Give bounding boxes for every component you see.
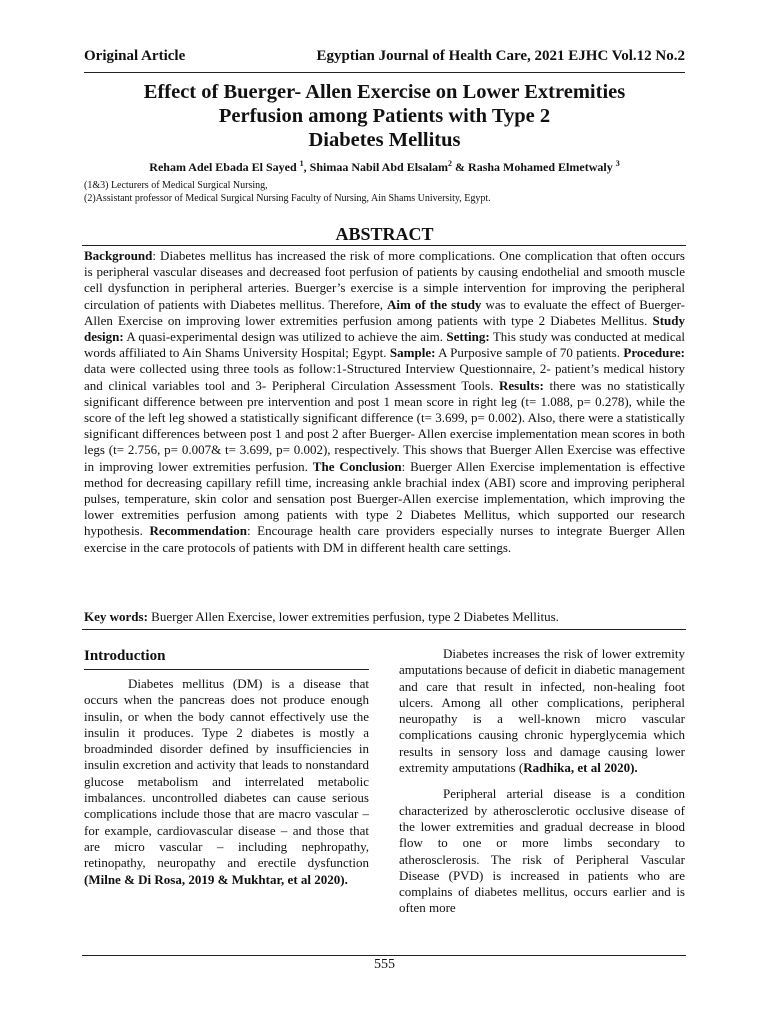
- keywords: [84, 609, 685, 625]
- intro-paragraph-2-text: Diabetes increases the risk of lower extremity amputations because of deficit in diabetic management and care that result in infected, non-healing foot ulcers. Among all other complications, peripheral neuropathy is a well-known micro vascular complications causing chronic hyperglycemia which results in sensory loss and damage causing lower extremity amputations (: [399, 646, 685, 776]
- conclusion-text: : Buerger Allen Exercise implementation is effective method for decreasing capillary refill time, increasing ankle brachial index (ABI) score and improving peripheral pulses, temperature, skin color and sensation post Buerger-Allen exercise implementation, which improving the lower extremities perfusion among patients with type 2 Diabetes Mellitus, which supported our research hypothesis.: [84, 458, 685, 539]
- sample-label: Sample:: [389, 345, 436, 361]
- setting-label: Setting:: [446, 329, 490, 345]
- citation: Radhika, et al 2020).: [523, 760, 638, 776]
- results-text: there was no statistically significant difference between pre intervention and post 1 mean score in right leg (t= 1.088, p= 0.278), while the score of the left leg showed a statistically significant difference (t= 3.699, p= 0.002). Also, there were a statistically significant differences between post 1 and post 2 after Buerger- Allen exercise implementation mean scores in both legs (t= 2.756, p= 0.007& t= 3.699, p= 0.002), respectively. This shows that Buerger Allen Exercise was effective in improving lower extremities perfusion.: [84, 377, 685, 474]
- left-column: [84, 676, 369, 898]
- intro-paragraph-1: [84, 676, 369, 888]
- affiliation-2: (2)Assistant professor of Medical Surgical Nursing Faculty of Nursing, Ain Shams University, Egypt.: [84, 193, 491, 204]
- author-2-affil: 2: [448, 159, 453, 168]
- keywords-label: Key words:: [84, 609, 148, 624]
- recommendation-label: Recommendation: [149, 523, 247, 539]
- title-line-1: Effect of Buerger- Allen Exercise on Lower Extremities: [143, 81, 626, 103]
- introduction-heading: Introduction: [84, 648, 166, 664]
- author-3: & Rasha Mohamed Elmetwaly: [452, 160, 616, 174]
- procedure-text: data were collected using three tools as follow:1-Structured Interview Questionnaire, 2- patient’s medical history and clinical variables tool and 3- Peripheral Circulation Assessment Tools.: [84, 361, 685, 393]
- intro-paragraph-2: [399, 646, 685, 776]
- design-text: A quasi-experimental design was utilized to achieve the aim.: [123, 329, 447, 345]
- aim-label: Aim of the study: [387, 296, 482, 312]
- author-1-affil: 1: [299, 159, 304, 168]
- abstract-heading: ABSTRACT: [335, 224, 434, 244]
- paper-title: [84, 80, 685, 152]
- conclusion-label: The Conclusion: [312, 458, 402, 474]
- background-label: Background: [84, 248, 153, 263]
- intro-paragraph-1-text: Diabetes mellitus (DM) is a disease that occurs when the pancreas does not produce enough insulin, or when the body cannot effectively use the insulin it produces. Type 2 diabetes is mostly a broadminded disorder defined by insufficiencies in insulin excretion and activity that leads to nonstandard glucose metabolism and interrelated metabolic imbalances. uncontrolled diabetes can cause serious complications include those that are macro vascular – for example, cardiovascular disease – and those that are micro vascular – including nephropathy, retinopathy, neuropathy and erectile dysfunction: [84, 676, 369, 871]
- abstract-body: [84, 248, 685, 556]
- author-2: , Shimaa Nabil Abd Elsalam: [303, 160, 449, 174]
- running-header: [84, 48, 685, 70]
- background-text: : Diabetes mellitus has increased the risk of more complications. One complication that often occurs is peripheral vascular diseases and decreased foot perfusion of patients by causing endothelial and smooth muscle cell dysfunction in peripheral arteries. Buerger’s exercise is a simple intervention for improving the peripheral circulation of patients with Diabetes mellitus. Therefore,: [84, 248, 685, 312]
- journal-citation: Egyptian Journal of Health Care, 2021 EJHC Vol.12 No.2: [316, 48, 685, 64]
- right-column: [399, 646, 685, 927]
- title-line-3: Diabetes Mellitus: [308, 129, 461, 151]
- intro-paragraph-3: Peripheral arterial disease is a condition characterized by atherosclerotic occlusive disease of the lower extremities and gradual decrease in blood flow to one or more limbs secondary to atherosclerosis. The risk of Peripheral Vascular Disease (PVD) is increased in patients who are complains of diabetes mellitus, occurs earlier and is often more: [399, 786, 685, 916]
- header-divider: [84, 72, 685, 73]
- recommendation-text: : Encourage health care providers especially nurses to integrate Buerger Allen exercise in the care protocols of patients with DM in different health care settings.: [84, 523, 685, 555]
- sample-text: A Purposive sample of 70 patients.: [435, 345, 624, 361]
- introduction-divider: [84, 669, 369, 670]
- design-label: Study design:: [84, 312, 685, 345]
- article-type: Original Article: [84, 48, 186, 64]
- keywords-text: Buerger Allen Exercise, lower extremities perfusion, type 2 Diabetes Mellitus.: [147, 609, 559, 624]
- title-line-2: Perfusion among Patients with Type 2: [218, 105, 551, 127]
- setting-text: This study was conducted at medical words affiliated to Ain Shams University Hospital; Egypt.: [84, 329, 685, 361]
- citation: (Milne & Di Rosa, 2019 & Mukhtar, et al 2020).: [84, 871, 348, 887]
- page-number: 555: [374, 957, 395, 972]
- affiliation-1: (1&3) Lecturers of Medical Surgical Nursing,: [84, 180, 268, 191]
- author-1: Reham Adel Ebada El Sayed: [149, 160, 300, 174]
- procedure-label: Procedure:: [623, 345, 685, 361]
- author-3-affil: 3: [615, 159, 620, 168]
- footer-divider: [82, 955, 686, 956]
- author-list: [84, 159, 685, 175]
- results-label: Results:: [499, 377, 544, 393]
- aim-text: was to evaluate the effect of Buerger-Allen Exercise on improving lower extremities perfusion among patients with type 2 Diabetes Mellitus.: [84, 296, 685, 328]
